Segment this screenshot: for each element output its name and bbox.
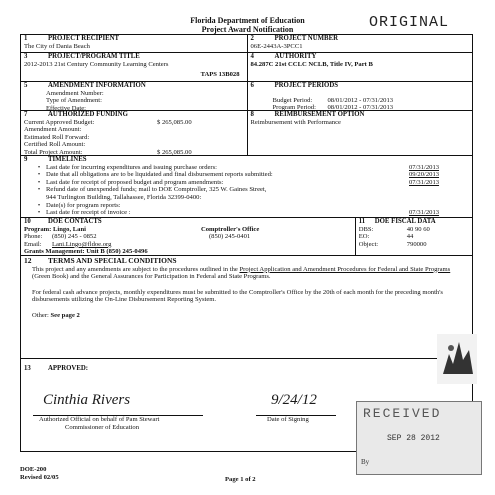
form-subtitle: Project Award Notification: [201, 25, 294, 34]
funding-amendment: Amendment Amount:: [24, 126, 82, 134]
row-amendment-periods: [21, 82, 472, 111]
contacts-label: DOE CONTACTS: [48, 218, 102, 225]
form-revised: Revised 02/05: [20, 474, 59, 481]
section-project-number: 2 PROJECT NUMBER 06E-2443A-3PCC1: [247, 35, 473, 52]
row-recipient-number: [21, 35, 472, 53]
row-title-authority: [21, 53, 472, 82]
contact-email-link[interactable]: Lani.Lingo@fldoe.org: [52, 240, 112, 248]
section-recipient: 1 PROJECT RECIPIENT The City of Dania Beach: [21, 35, 247, 52]
project-number-value: 06E-2443A-3PCC1: [250, 42, 303, 50]
amendment-label: AMENDMENT INFORMATION: [48, 82, 146, 89]
department-title: Florida Department of Education: [190, 16, 305, 25]
terms-other: Other: See page 2: [32, 311, 80, 319]
section-project-periods: 6 PROJECT PERIODS Budget Period: 08/01/2012 - 07/31/2013 Program Period: 08/01/2012 - 07/31/2013: [247, 82, 473, 110]
funding-roll-forward: Estimated Roll Forward:: [24, 133, 90, 141]
periods-label: PROJECT PERIODS: [274, 82, 339, 89]
funding-total: Total Project Amount: $ 265,085.00: [24, 148, 192, 155]
row-timelines: [21, 156, 472, 218]
signing-date-label: Date of Signing: [267, 416, 309, 423]
section-amendment: 5 AMENDMENT INFORMATION Amendment Number: Type of Amendment: Effective Date:: [21, 82, 247, 110]
section-program-title: 3 PROJECT/PROGRAM TITLE 2012-2013 21st Century Community Learning Centers TAPS 13B028: [21, 53, 247, 81]
approved-label: APPROVED:: [48, 365, 89, 372]
contact-phone: Phone: (850) 245 - 0852: [24, 233, 97, 241]
timeline-item: 944 Turlington Building, Tallahassee, Florida 32399-0400:: [46, 193, 202, 201]
section-doe-contacts: 10 DOE CONTACTS Program: Lingo, Lani Phone: (850) 245 - 0852 Email: Lani.Lingo@fldoe.org Grants Management: Unit B (850) 245-0496 Comptroller's Office (850) 245-0401: [21, 218, 355, 255]
form-number: DOE-200: [20, 466, 47, 473]
program-contact: Program: Lingo, Lani: [24, 225, 86, 233]
signing-date-value: 9/24/12: [271, 392, 317, 408]
budget-period: Budget Period: 08/01/2012 - 07/31/2013: [272, 96, 394, 104]
contact-email: Email: Lani.Lingo@fldoe.org: [24, 240, 112, 248]
terms-label: TERMS AND SPECIAL CONDITIONS: [48, 256, 177, 265]
section-fiscal-data: 11 DOE FISCAL DATA DBS: 40 90 60 EO: 44 Object: 790000: [355, 218, 472, 255]
grants-management: Grants Management: Unit B (850) 245-0496: [24, 248, 148, 255]
received-date: SEP 28 2012: [387, 434, 440, 443]
fiscal-object: Object: 790000: [358, 240, 427, 248]
timeline-item: • Last date for receipt of proposed budget and program amendments: 07/31/2013: [37, 178, 440, 186]
comptroller-label: Comptroller's Office: [200, 225, 260, 233]
taps-number: TAPS 13B028: [200, 71, 240, 79]
row-funding-reimbursement: [21, 111, 472, 156]
authority-value: 84.287C 21st CCLC NCLB, Title IV, Part B: [250, 60, 373, 68]
timeline-item: • Date that all obligations are to be liquidated and final disbursement reports submitted: 09/20/2013: [37, 171, 440, 179]
terms-paragraph-2: For federal cash advance projects, monthly expenditures must be submitted to the Comptroller's Office by the 20th of each month for the preceding month's disbursements utilizing the On-Line Disbursement Reporting System.: [32, 288, 443, 304]
program-title-value: 2012-2013 21st Century Community Learning Centers: [24, 60, 169, 68]
program-period: Program Period: 08/01/2012 - 07/31/2013: [272, 104, 394, 110]
section-authorized-funding: 7 AUTHORIZED FUNDING Current Approved Budget: $ 265,085.00 Amendment Amount: Estimated Roll Forward: Certified Roll Amount: Total Project Amount: $ 265,085.00: [21, 111, 247, 155]
recipient-value: The City of Dania Beach: [24, 42, 90, 50]
florida-seal-icon: [437, 334, 477, 384]
comptroller-phone: (850) 245-0401: [208, 233, 251, 241]
timeline-item: • Date(s) for program reports:: [37, 201, 121, 209]
reimbursement-label: REIMBURSEMENT OPTION: [274, 111, 365, 118]
section-timelines: 9 TIMELINES • Last date for incurring expenditures and issuing purchase orders: 07/31/2013 • Date that all obligations are to be liquidated and final disbursement reports submitted: 09/20/2013 • Last date for receipt of proposed budget and program amendments: 07/31/2013 • Refund date of unexpended funds; mail to DOE Comptroller, 325 W. Gaines Street, 944 Turlington Building, Tallahassee, Florida 32399-0400: • Date(s) for program reports: • Last date for receipt of invoice : 07/31/2013: [21, 156, 472, 217]
fiscal-label: DOE FISCAL DATA: [374, 218, 436, 225]
section-authority: 4 AUTHORITY 84.287C 21st CCLC NCLB, Title IV, Part B: [247, 53, 473, 81]
authority-label: AUTHORITY: [274, 53, 317, 60]
project-number-label: PROJECT NUMBER: [274, 35, 339, 42]
timeline-item: • Last date for receipt of invoice : 07/31/2013: [37, 209, 440, 217]
funding-certified-roll: Certified Roll Amount:: [24, 141, 86, 149]
received-text: RECEIVED: [363, 406, 442, 421]
timelines-label: TIMELINES: [48, 156, 87, 163]
timeline-item: • Refund date of unexpended funds; mail to DOE Comptroller, 325 W. Gaines Street,: [37, 186, 267, 194]
page-number: Page 1 of 2: [225, 476, 256, 483]
program-title-label: PROJECT/PROGRAM TITLE: [48, 53, 140, 60]
fiscal-dbs: DBS: 40 90 60: [358, 225, 430, 233]
reimbursement-value: Reimbursement with Performance: [250, 118, 341, 126]
terms-paragraph-1: This project and any amendments are subject to the procedures outlined in the Project Application and Amendment Procedures for Federal and State Programs (Green Book) and the General Assurances for Participation in Federal and State Programs.: [32, 265, 451, 281]
received-stamp: [356, 401, 482, 475]
timeline-item: • Last date for incurring expenditures and issuing purchase orders: 07/31/2013: [37, 163, 440, 171]
section-terms: 12 TERMS AND SPECIAL CONDITIONS This project and any amendments are subject to the procedures outlined in the Project Application and Amendment Procedures for Federal and State Programs (Green Book) and the General Assurances for Participation in Federal and State Programs. For federal cash advance projects, monthly expenditures must be submitted to the Comptroller's Office by the 20th of each month for the preceding month's disbursements utilizing the On-Line Disbursement Reporting System. Other: See page 2: [21, 256, 472, 358]
amendment-effective-label: Effective Date:: [46, 104, 86, 110]
official-signature: Cinthia Rivers: [43, 392, 131, 408]
official-title: Authorized Official on behalf of Pam Stewart: [39, 416, 160, 423]
row-contacts-fiscal: [21, 218, 472, 256]
original-stamp: ORIGINAL: [369, 14, 450, 31]
official-title-2: Commissioner of Education: [65, 424, 139, 431]
award-form: [20, 34, 473, 452]
amendment-type-label: Type of Amendment:: [46, 97, 102, 105]
recipient-label: PROJECT RECIPIENT: [48, 35, 120, 42]
fiscal-eo: EO: 44: [358, 233, 414, 241]
section-reimbursement: 8 REIMBURSEMENT OPTION Reimbursement with Performance: [247, 111, 473, 155]
section-approved: 13 APPROVED: Cinthia Rivers Authorized Official on behalf of Pam Stewart Commissioner of Education 9/24/12 Date of Signing: [21, 359, 472, 451]
funding-current: Current Approved Budget: $ 265,085.00: [24, 118, 192, 126]
received-by: By: [361, 458, 370, 466]
row-terms: [21, 256, 472, 359]
amendment-number-label: Amendment Number:: [46, 89, 104, 97]
funding-label: AUTHORIZED FUNDING: [48, 111, 128, 118]
